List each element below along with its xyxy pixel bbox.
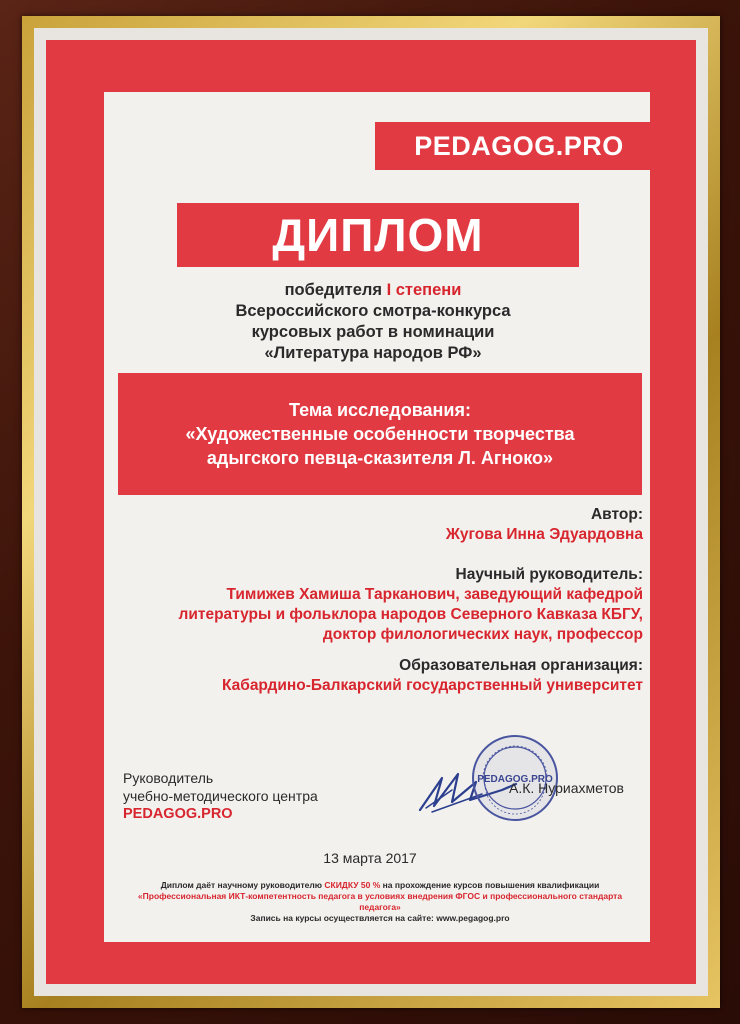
supervisor-line-2: литературы и фольклора народов Северного Кавказа КБГУ, — [178, 606, 643, 623]
official-seal-icon — [469, 732, 561, 824]
supervisor-label: Научный руководитель: — [455, 566, 643, 583]
subtitle-line-3: курсовых работ в номинации — [251, 323, 495, 341]
organization-block — [222, 656, 643, 696]
author-name: Жугова Инна Эдуардовна — [445, 526, 643, 543]
subtitle-line-2: Всероссийского смотра-конкурса — [235, 302, 511, 320]
fine-line-2: «Профессиональная ИКТ-компетентность педагога в условиях внедрения ФГОС и профессионального стандарта педагога» — [137, 891, 623, 912]
organization-label: Образовательная организация: — [399, 657, 643, 674]
topic-line-2: адыгского певца-сказителя Л. Агноко» — [206, 448, 554, 468]
head-line-2: учебно-методического центра — [123, 788, 318, 804]
head-of-center-block — [123, 769, 318, 823]
author-block — [446, 505, 643, 545]
fine-line-1a: Диплом даёт научному руководителю — [160, 880, 325, 890]
award-degree: I степени — [386, 281, 462, 299]
research-topic-box — [118, 373, 642, 495]
supervisor-line-3: доктор филологических наук, профессор — [322, 626, 643, 643]
organization-name: Кабардино-Балкарский государственный университет — [221, 677, 643, 694]
issue-date: 13 марта 2017 — [323, 850, 417, 866]
stamp-text: PEDAGOG.PRO — [477, 774, 553, 785]
brand-banner: PEDAGOG.PRO — [375, 122, 663, 170]
topic-label: Тема исследования: — [289, 400, 471, 420]
head-line-1: Руководитель — [123, 770, 214, 786]
author-label: Автор: — [590, 506, 643, 523]
topic-line-1: «Художественные особенности творчества — [185, 424, 575, 444]
fine-line-3: Запись на курсы осуществляется на сайте: www.pegagog.pro — [250, 913, 510, 923]
supervisor-line-1: Тимижев Хамиша Тарканович, заведующий кафедрой — [226, 586, 643, 603]
fine-line-1c: на прохождение курсов повышения квалификации — [380, 880, 600, 890]
subtitle-line-4: «Литература народов РФ» — [264, 344, 482, 362]
head-brand: PEDAGOG.PRO — [123, 806, 233, 822]
fine-discount: СКИДКУ 50 % — [324, 880, 381, 890]
signer-name: А.К. Нуриахметов — [509, 780, 624, 796]
subtitle-prefix: победителя — [284, 281, 387, 299]
award-subtitle — [150, 280, 596, 364]
supervisor-block — [178, 565, 643, 645]
fine-print — [120, 880, 640, 924]
diploma-title: ДИПЛОМ — [177, 203, 579, 267]
